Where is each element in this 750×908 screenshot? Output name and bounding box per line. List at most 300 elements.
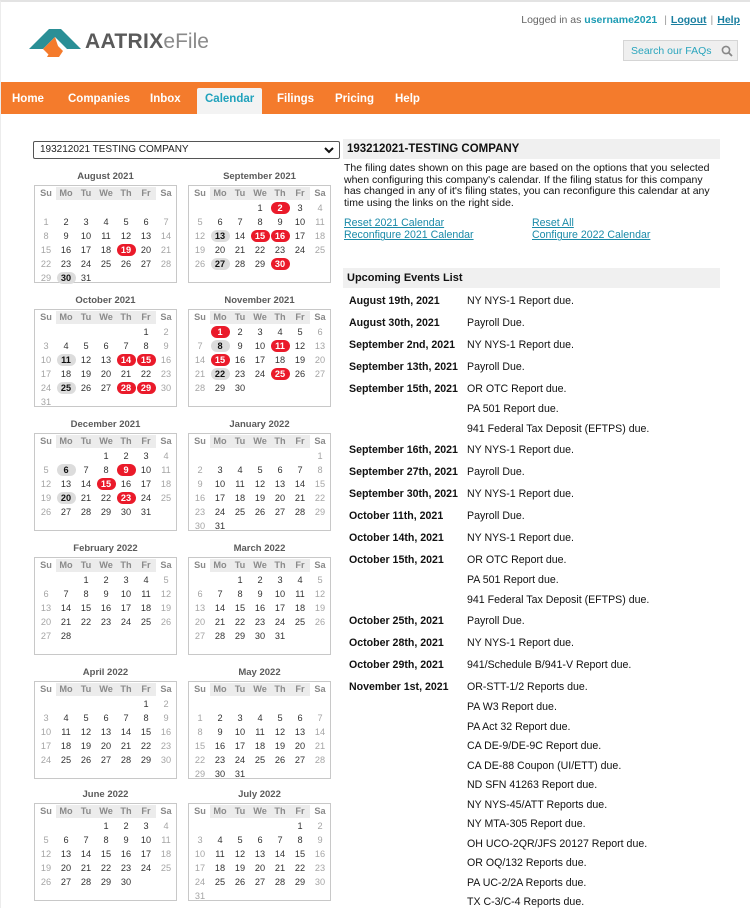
due-date-day[interactable]: 15 [250, 229, 270, 243]
empty-day [210, 819, 230, 833]
calendar-day: 24 [194, 877, 206, 887]
calendar-day: 4 [237, 465, 243, 475]
month-grid-box [188, 433, 331, 531]
calendar-day: 22 [100, 493, 112, 503]
calendar-day: 27 [314, 369, 326, 379]
calendar-day: 25 [100, 259, 112, 269]
calendar-day: 17 [234, 741, 246, 751]
calendar-day: 1 [237, 575, 243, 585]
weekday-header: Tu [230, 187, 250, 200]
weekday-header: Th [116, 435, 136, 448]
empty-day [36, 325, 56, 339]
weekday-header: Tu [76, 683, 96, 696]
empty-day [190, 449, 210, 463]
payroll-day[interactable]: 25 [56, 381, 76, 395]
empty-day [36, 697, 56, 711]
month-grid-box [188, 803, 331, 901]
calendar-day: 17 [120, 603, 132, 613]
calendar-day: 29 [194, 769, 206, 779]
event-item: PA 501 Report due. [467, 403, 559, 415]
calendar-day: 23 [214, 755, 226, 765]
calendar-day: 12 [254, 479, 266, 489]
calendar-day: 7 [317, 713, 323, 723]
configure-2022-calendar-link[interactable]: Configure 2022 Calendar [532, 229, 651, 242]
calendar-day: 15 [314, 479, 326, 489]
calendar-day: 20 [254, 863, 266, 873]
weekday-header: Mo [56, 187, 76, 200]
calendar-day: 26 [80, 383, 92, 393]
payroll-day[interactable]: 30 [56, 271, 76, 285]
due-date-day[interactable]: 14 [116, 353, 136, 367]
event-row [343, 312, 720, 334]
calendar-day: 11 [161, 465, 171, 475]
calendar-day: 3 [83, 217, 89, 227]
weekday-header: Mo [210, 187, 230, 200]
empty-day [310, 697, 330, 711]
calendar-day: 30 [160, 383, 172, 393]
reset-all-link[interactable]: Reset All [532, 217, 574, 230]
calendar-day: 26 [274, 755, 286, 765]
calendar-day: 11 [295, 589, 305, 599]
aatrix-efile-logo[interactable] [29, 26, 209, 58]
calendar-day: 22 [140, 741, 152, 751]
event-item: Payroll Due. [467, 317, 525, 329]
event-row [343, 483, 720, 505]
weekday-header: Sa [314, 188, 326, 198]
payroll-day[interactable]: 22 [210, 367, 230, 381]
calendar-day: 13 [100, 355, 112, 365]
weekday-header: Mo [56, 683, 76, 696]
event-item: OR OTC Report due. [467, 554, 567, 566]
empty-day [76, 697, 96, 711]
calendar-day: 17 [140, 849, 152, 859]
calendar-day: 19 [234, 863, 246, 873]
calendar-day: 9 [63, 231, 69, 241]
calendar-day: 14 [294, 479, 306, 489]
calendar-day: 9 [103, 589, 109, 599]
nav-filings[interactable]: Filings [277, 93, 315, 105]
weekday-header: We [96, 187, 116, 200]
nav-calendar[interactable]: Calendar [197, 88, 262, 114]
calendar-day: 3 [277, 575, 283, 585]
due-date-day[interactable]: 29 [136, 381, 156, 395]
calendar-day: 25 [160, 493, 172, 503]
weekday-header: Th [116, 805, 136, 818]
event-item: OH UCO-2QR/JFS 20127 Report due. [467, 837, 648, 850]
calendar-day: 16 [314, 849, 326, 859]
event-item: NY NYS-1 Report due. [467, 444, 574, 456]
calendar-day: 6 [63, 835, 69, 845]
empty-day [36, 201, 56, 215]
calendar-day: 29 [140, 755, 152, 765]
calendar-day: 21 [234, 245, 246, 255]
calendar-day: 3 [197, 835, 203, 845]
weekday-header: Sa [314, 436, 326, 446]
calendar-day: 1 [143, 699, 149, 709]
calendar-day: 6 [143, 217, 149, 227]
weekday-header: Tu [76, 805, 96, 818]
event-item: TX C-3/C-4 Reports due. [467, 896, 585, 908]
logged-in-label: Logged in as [521, 14, 582, 26]
nav-companies[interactable]: Companies [68, 93, 130, 105]
nav-help[interactable]: Help [395, 93, 420, 105]
event-item: 941/Schedule B/941-V Report due. [467, 659, 632, 671]
calendar-day: 21 [60, 617, 72, 627]
calendar-day: 17 [40, 741, 52, 751]
calendar-day: 22 [194, 755, 206, 765]
nav-home[interactable]: Home [12, 93, 44, 105]
weekday-header: Th [270, 435, 290, 448]
calendar-day: 31 [40, 397, 52, 407]
calendar-day: 2 [197, 465, 203, 475]
calendar-day: 22 [40, 259, 52, 269]
calendar-day: 14 [60, 603, 72, 613]
calendar-day: 12 [194, 231, 206, 241]
search-icon[interactable] [717, 41, 737, 60]
empty-day [190, 201, 210, 215]
calendar-day: 24 [40, 755, 52, 765]
calendar-day: 18 [160, 849, 172, 859]
weekday-header: Fr [290, 435, 310, 448]
month-calendar [188, 294, 331, 407]
calendar-day: 27 [100, 755, 112, 765]
payroll-day[interactable]: 27 [210, 257, 230, 271]
account-bar [521, 14, 740, 26]
month-title: November 2021 [224, 295, 295, 306]
calendar-day: 13 [60, 849, 72, 859]
calendar-day: 22 [254, 245, 266, 255]
calendar-day: 3 [43, 341, 49, 351]
separator: | [710, 14, 714, 26]
calendar-day: 1 [43, 217, 49, 227]
calendar-day: 27 [274, 507, 286, 517]
calendar-day: 24 [294, 245, 306, 255]
event-row [343, 378, 720, 439]
calendar-day: 30 [120, 877, 132, 887]
reconfigure-2021-calendar-link[interactable]: Reconfigure 2021 Calendar [344, 229, 474, 242]
calendar-day: 7 [237, 217, 243, 227]
empty-day [116, 325, 136, 339]
due-date-day[interactable]: 1 [210, 325, 230, 339]
event-date: November 1st, 2021 [349, 681, 449, 693]
empty-day [156, 201, 176, 215]
event-date: September 30th, 2021 [349, 488, 458, 500]
calendar-day: 15 [294, 849, 306, 859]
weekday-header: Mo [210, 435, 230, 448]
calendar-day: 13 [140, 231, 152, 241]
calendar-day: 3 [43, 713, 49, 723]
weekday-header: Sa [314, 806, 326, 816]
empty-day [210, 449, 230, 463]
payroll-day[interactable]: 11 [56, 353, 76, 367]
calendar-day: 25 [314, 245, 326, 255]
weekday-header: Th [270, 187, 290, 200]
help-link[interactable]: Help [717, 14, 740, 26]
calendar-day: 6 [103, 713, 109, 723]
weekday-header: Sa [160, 806, 172, 816]
due-date-day[interactable]: 9 [116, 463, 136, 477]
calendar-day: 12 [40, 849, 52, 859]
weekday-header: Mo [210, 559, 230, 572]
calendar-day: 18 [60, 741, 72, 751]
calendar-day: 25 [254, 755, 266, 765]
month-grid-box [34, 185, 177, 283]
calendar-day: 30 [214, 769, 226, 779]
empty-day [250, 449, 270, 463]
due-date-day[interactable]: 23 [116, 491, 136, 505]
calendar-day: 27 [140, 259, 152, 269]
weekday-header: Su [40, 806, 52, 816]
calendar-day: 23 [120, 863, 132, 873]
calendar-day: 10 [214, 479, 226, 489]
empty-day [210, 697, 230, 711]
calendar-day: 30 [194, 521, 206, 531]
event-item: CA DE-9/DE-9C Report due. [467, 740, 602, 752]
event-item: Payroll Due. [467, 615, 525, 627]
calendar-day: 21 [294, 493, 306, 503]
weekday-header: Tu [230, 559, 250, 572]
calendar-day: 5 [123, 217, 129, 227]
calendar-day: 21 [214, 617, 226, 627]
calendar-day: 8 [297, 835, 303, 845]
empty-day [56, 325, 76, 339]
calendar-day: 16 [234, 355, 246, 365]
due-date-day[interactable]: 15 [96, 477, 116, 491]
calendar-day: 10 [140, 835, 152, 845]
calendar-day: 16 [100, 603, 112, 613]
calendar-day: 28 [160, 259, 172, 269]
weekday-header: Fr [136, 559, 156, 572]
calendar-day: 28 [194, 383, 206, 393]
calendar-day: 5 [83, 713, 89, 723]
due-date-day[interactable]: 2 [270, 201, 290, 215]
calendar-day: 27 [294, 755, 306, 765]
calendar-day: 2 [163, 327, 169, 337]
calendar-day: 27 [100, 383, 112, 393]
due-date-day[interactable]: 15 [210, 353, 230, 367]
company-select[interactable] [33, 141, 340, 159]
calendar-day: 28 [274, 877, 286, 887]
calendar-day: 22 [80, 617, 92, 627]
calendar-day: 24 [254, 369, 266, 379]
empty-day [56, 819, 76, 833]
calendar-day: 17 [254, 355, 266, 365]
payroll-day[interactable]: 8 [210, 339, 230, 353]
due-date-day[interactable]: 30 [270, 257, 290, 271]
calendar-day: 7 [63, 589, 69, 599]
calendar-day: 11 [255, 727, 265, 737]
calendar-day: 4 [317, 203, 323, 213]
empty-day [190, 697, 210, 711]
calendar-day: 1 [103, 821, 109, 831]
month-title: February 2022 [73, 543, 138, 554]
calendar-day: 29 [100, 877, 112, 887]
weekday-header: Mo [56, 435, 76, 448]
event-date: October 14th, 2021 [349, 532, 444, 544]
due-date-day[interactable]: 28 [116, 381, 136, 395]
month-grid-box [188, 185, 331, 283]
calendar-day: 16 [160, 727, 172, 737]
calendar-day: 26 [314, 617, 326, 627]
faq-search-box[interactable] [623, 40, 738, 61]
empty-day [96, 201, 116, 215]
calendar-day: 11 [235, 479, 245, 489]
month-calendar [34, 542, 177, 655]
calendar-day: 19 [254, 493, 266, 503]
calendar-day: 17 [294, 231, 306, 241]
calendar-day: 10 [120, 589, 132, 599]
calendar-day: 15 [194, 741, 206, 751]
calendar-day: 30 [254, 631, 266, 641]
weekday-header: Sa [160, 312, 172, 322]
month-title: July 2022 [238, 789, 281, 800]
empty-day [270, 697, 290, 711]
calendar-day: 4 [143, 575, 149, 585]
calendar-day: 7 [277, 835, 283, 845]
calendar-day: 12 [40, 479, 52, 489]
calendar-day: 19 [80, 741, 92, 751]
calendar-day: 16 [120, 849, 132, 859]
calendar-day: 28 [120, 755, 132, 765]
weekday-header: Mo [210, 805, 230, 818]
month-calendar [188, 788, 331, 901]
weekday-header: Fr [290, 187, 310, 200]
calendar-day: 23 [100, 617, 112, 627]
event-item: 941 Federal Tax Deposit (EFTPS) due. [467, 593, 650, 606]
calendar-day: 20 [100, 369, 112, 379]
empty-day [76, 325, 96, 339]
weekday-header: Su [194, 188, 206, 198]
weekday-header: Sa [314, 560, 326, 570]
calendar-day: 5 [83, 341, 89, 351]
calendar-day: 29 [294, 877, 306, 887]
calendar-day: 31 [80, 273, 92, 283]
weekday-header: Th [270, 311, 290, 324]
event-date: October 29th, 2021 [349, 659, 444, 671]
empty-day [190, 325, 210, 339]
calendar-day: 30 [314, 877, 326, 887]
event-item: OR OTC Report due. [467, 383, 567, 395]
calendar-day: 20 [100, 741, 112, 751]
calendar-day: 10 [274, 589, 286, 599]
calendar-day: 6 [197, 589, 203, 599]
calendar-day: 25 [140, 617, 152, 627]
calendar-day: 22 [100, 863, 112, 873]
weekday-header: Sa [160, 436, 172, 446]
calendar-day: 8 [197, 727, 203, 737]
calendar-day: 22 [140, 369, 152, 379]
calendar-day: 20 [60, 863, 72, 873]
weekday-header: Th [116, 683, 136, 696]
calendar-day: 14 [214, 603, 226, 613]
calendar-day: 27 [194, 631, 206, 641]
calendar-day: 9 [237, 341, 243, 351]
calendar-day: 1 [103, 451, 109, 461]
payroll-day[interactable]: 6 [56, 463, 76, 477]
weekday-header: Tu [76, 435, 96, 448]
calendar-day: 29 [314, 507, 326, 517]
calendar-day: 14 [120, 727, 132, 737]
calendar-day: 26 [194, 259, 206, 269]
calendar-day: 15 [80, 603, 92, 613]
nav-pricing[interactable]: Pricing [335, 93, 374, 105]
calendar-day: 23 [160, 741, 172, 751]
calendar-day: 20 [40, 617, 52, 627]
weekday-header: Fr [136, 435, 156, 448]
calendar-day: 7 [297, 465, 303, 475]
calendar-day: 16 [60, 245, 72, 255]
calendar-day: 4 [297, 575, 303, 585]
empty-day [250, 819, 270, 833]
calendar-day: 28 [80, 507, 92, 517]
due-date-day[interactable]: 16 [270, 229, 290, 243]
due-date-day[interactable]: 25 [270, 367, 290, 381]
calendar-day: 8 [103, 835, 109, 845]
empty-day [270, 449, 290, 463]
event-item: CA DE-88 Coupon (UI/ETT) due. [467, 759, 622, 772]
calendar-day: 23 [194, 507, 206, 517]
calendar-day: 23 [314, 863, 326, 873]
logout-link[interactable]: Logout [670, 14, 707, 26]
calendar-day: 8 [83, 589, 89, 599]
month-calendar [34, 170, 177, 283]
calendar-day: 1 [297, 821, 303, 831]
calendar-day: 2 [317, 821, 323, 831]
calendar-links [343, 217, 720, 259]
due-date-day[interactable]: 15 [136, 353, 156, 367]
payroll-day[interactable]: 20 [56, 491, 76, 505]
calendar-day: 13 [294, 727, 306, 737]
weekday-header: Sa [160, 188, 172, 198]
weekday-header: Fr [136, 805, 156, 818]
event-item: NY NYS-1 Report due. [467, 532, 574, 544]
calendar-day: 28 [80, 877, 92, 887]
calendar-day: 12 [234, 849, 246, 859]
weekday-header: Fr [290, 559, 310, 572]
calendar-day: 18 [100, 245, 112, 255]
calendar-day: 5 [317, 575, 323, 585]
calendar-day: 3 [143, 451, 149, 461]
event-item: Payroll Due. [467, 361, 525, 373]
weekday-header: We [96, 435, 116, 448]
due-date-day[interactable]: 11 [270, 339, 290, 353]
event-date: September 13th, 2021 [349, 361, 458, 373]
event-row [343, 439, 720, 461]
calendar-day: 7 [123, 713, 129, 723]
empty-day [96, 697, 116, 711]
calendar-day: 3 [123, 575, 129, 585]
empty-day [56, 449, 76, 463]
calendar-day: 24 [120, 617, 132, 627]
event-item: PA Act 32 Report due. [467, 720, 571, 733]
due-date-day[interactable]: 19 [116, 243, 136, 257]
calendar-day: 18 [60, 369, 72, 379]
calendar-day: 6 [277, 465, 283, 475]
calendar-day: 9 [197, 479, 203, 489]
weekday-header: Fr [136, 311, 156, 324]
event-item: PA W3 Report due. [467, 701, 557, 713]
calendar-day: 2 [123, 821, 129, 831]
calendar-day: 12 [294, 341, 306, 351]
calendar-day: 14 [274, 849, 286, 859]
weekday-header: Su [194, 436, 206, 446]
calendar-day: 1 [197, 713, 203, 723]
payroll-day[interactable]: 13 [210, 229, 230, 243]
event-date: August 30th, 2021 [349, 317, 440, 329]
reset-2021-calendar-link[interactable]: Reset 2021 Calendar [344, 217, 445, 230]
nav-inbox[interactable]: Inbox [150, 93, 181, 105]
weekday-header: Fr [136, 187, 156, 200]
